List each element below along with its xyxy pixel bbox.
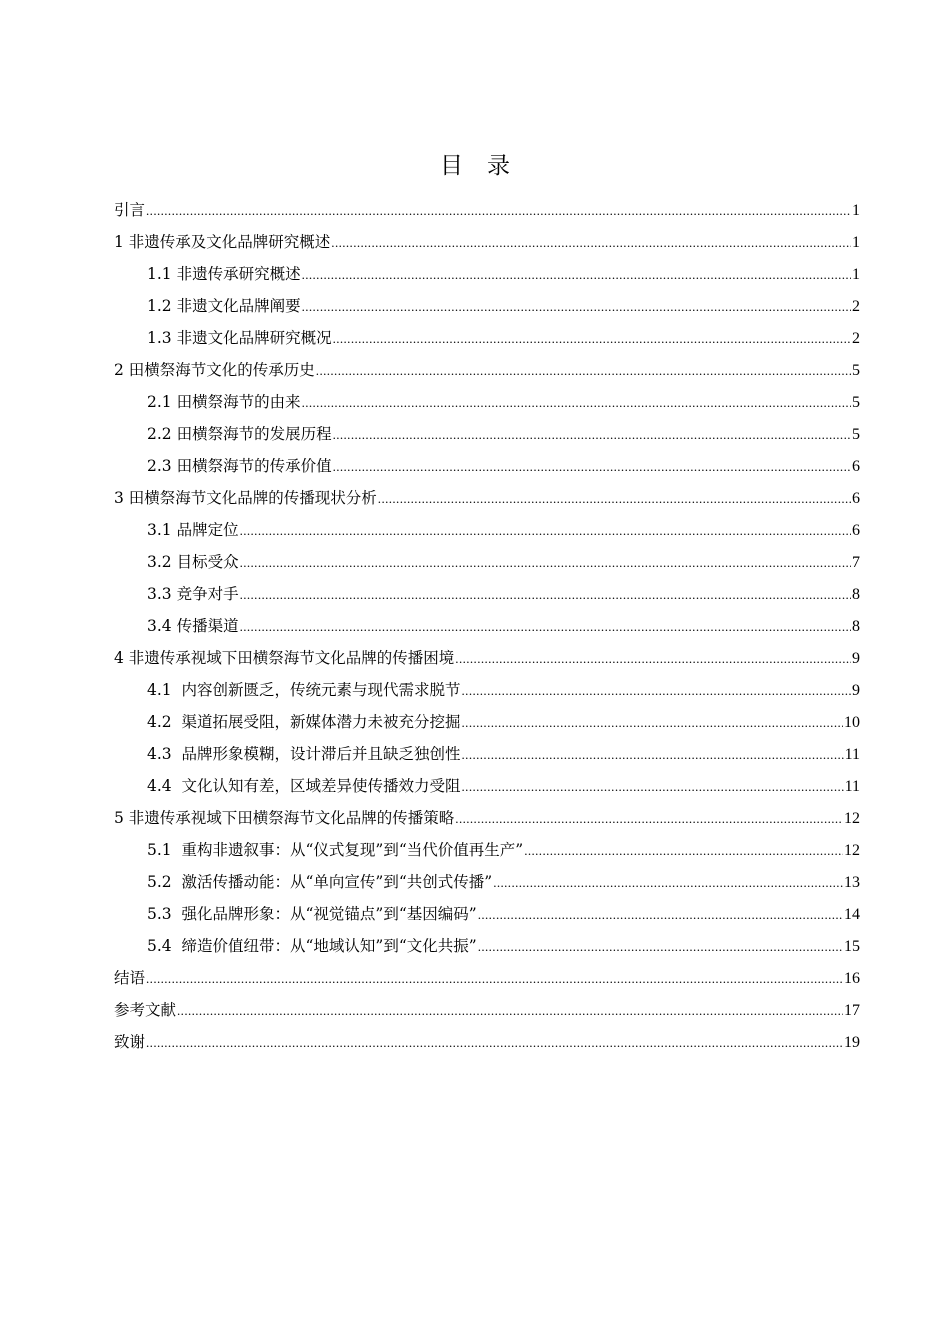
toc-entry-text: 3 田横祭海节文化品牌的传播现状分析 bbox=[114, 489, 377, 507]
toc-page-number: 15 bbox=[844, 938, 860, 955]
toc-entry-text: 2.1 田横祭海节的由来 bbox=[147, 393, 301, 411]
toc-dot-leader bbox=[316, 355, 851, 387]
toc-entry[interactable] bbox=[114, 258, 860, 290]
toc-entry[interactable] bbox=[114, 578, 860, 610]
toc-dot-leader bbox=[462, 675, 851, 707]
toc-page-number: 14 bbox=[844, 906, 860, 923]
toc-entry-text: 致谢 bbox=[114, 1033, 146, 1051]
toc-entry-text: 3.2 目标受众 bbox=[147, 553, 239, 571]
toc-entry-text: 4.4 文化认知有差，区域差异使传播效力受阻 bbox=[147, 777, 461, 795]
toc-page-number: 19 bbox=[844, 1034, 860, 1051]
toc-dot-leader bbox=[524, 835, 843, 867]
toc-dot-leader bbox=[455, 803, 843, 835]
toc-dot-leader bbox=[333, 419, 851, 451]
toc-entry[interactable] bbox=[114, 354, 860, 386]
toc-dot-leader bbox=[478, 899, 843, 931]
toc-entry-text: 结语 bbox=[114, 969, 146, 987]
toc-page-number: 2 bbox=[852, 298, 860, 315]
toc-entry-text: 1.2 非遗文化品牌阐要 bbox=[147, 297, 301, 315]
toc-dot-leader bbox=[331, 227, 851, 259]
toc-entry[interactable] bbox=[114, 194, 860, 226]
toc-entry[interactable] bbox=[114, 642, 860, 674]
toc-dot-leader bbox=[462, 739, 844, 771]
toc-entry-text: 参考文献 bbox=[114, 1001, 177, 1019]
toc-entry[interactable] bbox=[114, 706, 860, 738]
toc-page-number: 10 bbox=[844, 714, 860, 731]
toc-entry-text: 引言 bbox=[114, 201, 146, 219]
toc-page-number: 2 bbox=[852, 330, 860, 347]
toc-dot-leader bbox=[240, 611, 851, 643]
toc-dot-leader bbox=[302, 387, 851, 419]
toc-dot-leader bbox=[177, 995, 843, 1027]
toc-entry-text: 2.3 田横祭海节的传承价值 bbox=[147, 457, 332, 475]
toc-page-number: 17 bbox=[844, 1002, 860, 1019]
toc-entry-text: 1.3 非遗文化品牌研究概况 bbox=[147, 329, 332, 347]
toc-page-number: 5 bbox=[852, 362, 860, 379]
toc-page-number: 1 bbox=[852, 202, 860, 219]
toc-entry-text: 3.1 品牌定位 bbox=[147, 521, 239, 539]
toc-dot-leader bbox=[333, 323, 851, 355]
toc-page-number: 12 bbox=[844, 810, 860, 827]
toc-entry[interactable] bbox=[114, 834, 860, 866]
toc-page-number: 8 bbox=[852, 618, 860, 635]
toc-entry[interactable] bbox=[114, 482, 860, 514]
toc-title: 目录 bbox=[440, 153, 534, 179]
table-of-contents bbox=[114, 194, 860, 1058]
toc-entry[interactable] bbox=[114, 514, 860, 546]
toc-entry-text: 3.3 竞争对手 bbox=[147, 585, 239, 603]
toc-entry-text: 5 非遗传承视域下田横祭海节文化品牌的传播策略 bbox=[114, 809, 455, 827]
toc-page-number: 16 bbox=[844, 970, 860, 987]
toc-page-number: 6 bbox=[852, 522, 860, 539]
toc-entry-text: 3.4 传播渠道 bbox=[147, 617, 239, 635]
toc-entry-text: 4 非遗传承视域下田横祭海节文化品牌的传播困境 bbox=[114, 649, 455, 667]
toc-entry[interactable] bbox=[114, 674, 860, 706]
toc-dot-leader bbox=[455, 643, 851, 675]
toc-entry[interactable] bbox=[114, 802, 860, 834]
toc-entry[interactable] bbox=[114, 770, 860, 802]
toc-dot-leader bbox=[333, 451, 851, 483]
toc-entry[interactable] bbox=[114, 290, 860, 322]
toc-entry-text: 4.1 内容创新匮乏，传统元素与现代需求脱节 bbox=[147, 681, 461, 699]
toc-dot-leader bbox=[378, 483, 851, 515]
toc-entry[interactable] bbox=[114, 898, 860, 930]
toc-dot-leader bbox=[240, 547, 851, 579]
toc-dot-leader bbox=[478, 931, 843, 963]
toc-entry-text: 1.1 非遗传承研究概述 bbox=[147, 265, 301, 283]
toc-page-number: 7 bbox=[852, 554, 860, 571]
toc-entry[interactable] bbox=[114, 418, 860, 450]
toc-entry-text: 1 非遗传承及文化品牌研究概述 bbox=[114, 233, 331, 251]
toc-entry-text: 5.3 强化品牌形象：从“视觉锚点”到“基因编码” bbox=[147, 905, 477, 923]
toc-entry-text: 5.2 激活传播动能：从“单向宣传”到“共创式传播” bbox=[147, 873, 493, 891]
toc-entry[interactable] bbox=[114, 962, 860, 994]
toc-page-number: 9 bbox=[852, 650, 860, 667]
toc-page-number: 11 bbox=[844, 746, 860, 763]
toc-entry[interactable] bbox=[114, 386, 860, 418]
toc-dot-leader bbox=[146, 195, 851, 227]
toc-page-number: 11 bbox=[844, 778, 860, 795]
toc-entry[interactable] bbox=[114, 738, 860, 770]
toc-dot-leader bbox=[462, 771, 844, 803]
toc-entry-text: 4.3 品牌形象模糊，设计滞后并且缺乏独创性 bbox=[147, 745, 461, 763]
toc-entry[interactable] bbox=[114, 546, 860, 578]
toc-entry-text: 4.2 渠道拓展受阻，新媒体潜力未被充分挖掘 bbox=[147, 713, 461, 731]
toc-dot-leader bbox=[493, 867, 843, 899]
toc-entry-text: 5.4 缔造价值纽带：从“地域认知”到“文化共振” bbox=[147, 937, 477, 955]
toc-entry[interactable] bbox=[114, 322, 860, 354]
toc-dot-leader bbox=[302, 291, 851, 323]
toc-page-number: 5 bbox=[852, 426, 860, 443]
toc-entry-text: 5.1 重构非遗叙事：从“仪式复现”到“当代价值再生产” bbox=[147, 841, 524, 859]
toc-entry[interactable] bbox=[114, 610, 860, 642]
toc-dot-leader bbox=[462, 707, 843, 739]
toc-page-number: 8 bbox=[852, 586, 860, 603]
toc-dot-leader bbox=[240, 515, 851, 547]
toc-entry[interactable] bbox=[114, 1026, 860, 1058]
toc-entry-text: 2.2 田横祭海节的发展历程 bbox=[147, 425, 332, 443]
toc-dot-leader bbox=[146, 1027, 843, 1059]
toc-page-number: 6 bbox=[852, 490, 860, 507]
toc-page-number: 12 bbox=[844, 842, 860, 859]
toc-page-number: 9 bbox=[852, 682, 860, 699]
toc-entry-text: 2 田横祭海节文化的传承历史 bbox=[114, 361, 315, 379]
toc-entry[interactable] bbox=[114, 450, 860, 482]
toc-page-number: 6 bbox=[852, 458, 860, 475]
toc-dot-leader bbox=[146, 963, 843, 995]
toc-page-number: 1 bbox=[852, 234, 860, 251]
toc-page-number: 5 bbox=[852, 394, 860, 411]
toc-entry[interactable] bbox=[114, 994, 860, 1026]
toc-dot-leader bbox=[302, 259, 851, 291]
toc-entry[interactable] bbox=[114, 866, 860, 898]
toc-entry[interactable] bbox=[114, 930, 860, 962]
toc-dot-leader bbox=[240, 579, 851, 611]
toc-page-number: 1 bbox=[852, 266, 860, 283]
toc-page-number: 13 bbox=[844, 874, 860, 891]
toc-entry[interactable] bbox=[114, 226, 860, 258]
